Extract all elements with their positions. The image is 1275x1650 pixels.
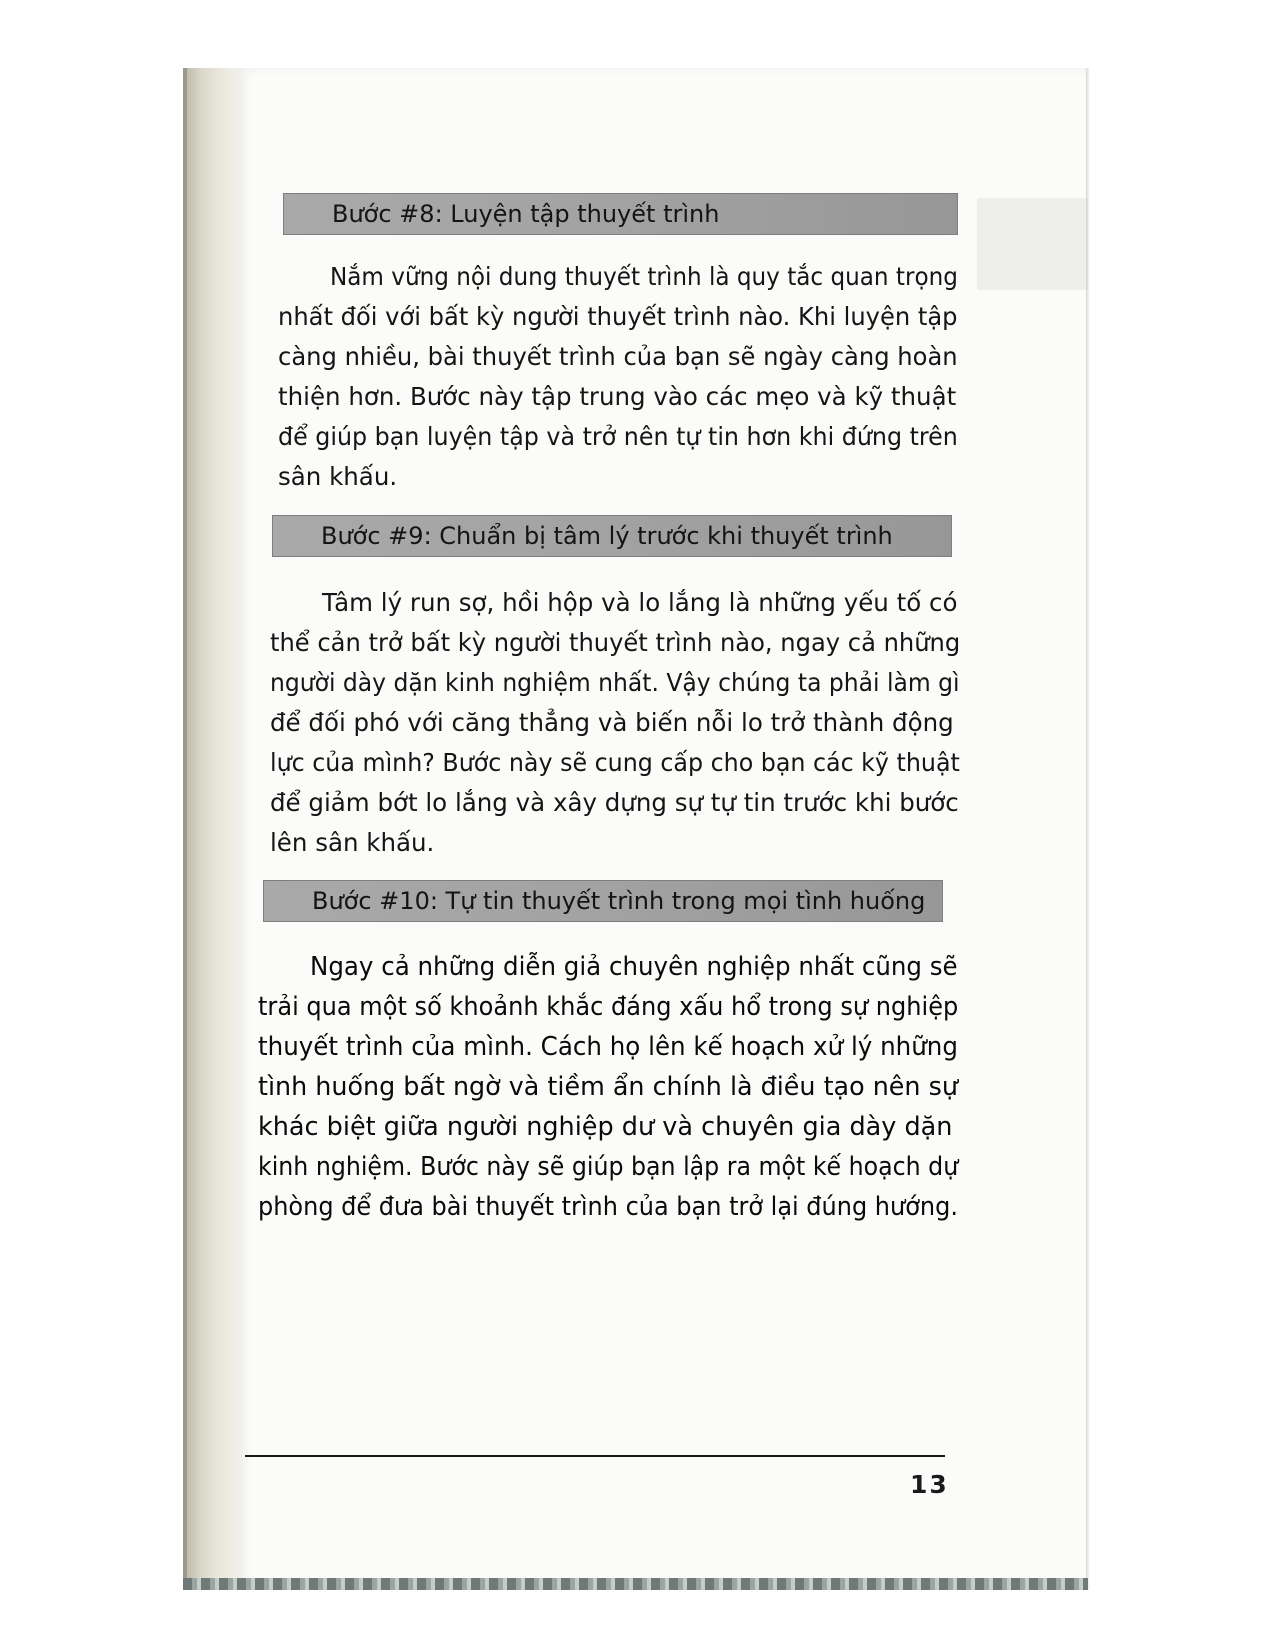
page-number: 13	[910, 1470, 949, 1499]
text-line: phòng để đưa bài thuyết trình của bạn trở lại đúng hướng.	[258, 1192, 958, 1222]
text-line: Tâm lý run sợ, hồi hộp và lo lắng là những yếu tố có	[322, 588, 958, 617]
text-line: nhất đối với bất kỳ người thuyết trình nào. Khi luyện tập	[278, 302, 958, 331]
show-through-chapter-tab	[977, 198, 1088, 290]
section-body-step-9	[270, 588, 960, 868]
text-line: sân khấu.	[278, 462, 398, 491]
page-right-edge	[1086, 68, 1090, 1590]
book-spine	[183, 68, 241, 1588]
text-line: thể cản trở bất kỳ người thuyết trình nào, ngay cả những	[270, 628, 961, 657]
text-line: càng nhiều, bài thuyết trình của bạn sẽ ngày càng hoàn	[278, 342, 958, 371]
section-header-step-9	[272, 515, 952, 557]
section-title: Bước #10: Tự tin thuyết trình trong mọi tình huống	[312, 887, 926, 915]
text-line: người dày dặn kinh nghiệm nhất. Vậy chúng ta phải làm gì	[270, 668, 960, 697]
footer-rule	[245, 1455, 945, 1457]
text-line: kinh nghiệm. Bước này sẽ giúp bạn lập ra một kế hoạch dự	[258, 1152, 959, 1182]
text-line: để giảm bớt lo lắng và xây dựng sự tự tin trước khi bước	[270, 788, 959, 817]
text-line: Nắm vững nội dung thuyết trình là quy tắc quan trọng	[330, 262, 958, 291]
section-title: Bước #8: Luyện tập thuyết trình	[332, 200, 720, 228]
text-line: Ngay cả những diễn giả chuyên nghiệp nhất cũng sẽ	[310, 952, 958, 982]
text-line: lên sân khấu.	[270, 828, 435, 857]
section-body-step-8	[278, 262, 958, 502]
text-line: để đối phó với căng thẳng và biến nỗi lo trở thành động	[270, 708, 954, 737]
text-line: thiện hơn. Bước này tập trung vào các mẹo và kỹ thuật	[278, 382, 957, 411]
text-line: thuyết trình của mình. Cách họ lên kế hoạch xử lý những	[258, 1032, 958, 1062]
section-header-step-8	[283, 193, 958, 235]
text-line: khác biệt giữa người nghiệp dư và chuyên gia dày dặn	[258, 1112, 953, 1142]
text-line: trải qua một số khoảnh khắc đáng xấu hổ trong sự nghiệp	[258, 992, 959, 1022]
page-bottom-edge	[183, 1578, 1088, 1590]
section-title: Bước #9: Chuẩn bị tâm lý trước khi thuyết trình	[321, 522, 893, 550]
section-header-step-10	[263, 880, 943, 922]
text-line: lực của mình? Bước này sẽ cung cấp cho bạn các kỹ thuật	[270, 748, 960, 777]
section-body-step-10	[258, 952, 958, 1242]
text-line: để giúp bạn luyện tập và trở nên tự tin hơn khi đứng trên	[278, 422, 958, 451]
spine-edge	[183, 68, 187, 1588]
text-line: tình huống bất ngờ và tiềm ẩn chính là điều tạo nên sự	[258, 1072, 958, 1102]
